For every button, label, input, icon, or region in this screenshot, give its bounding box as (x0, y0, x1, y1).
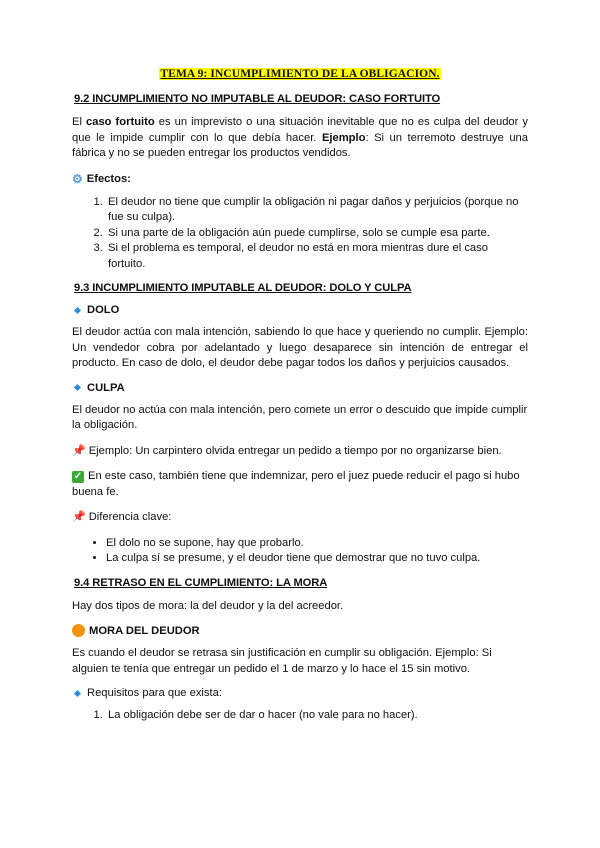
diamond-icon (74, 306, 81, 313)
requisitos-label-row (72, 687, 528, 699)
dolo-label: DOLO (87, 304, 120, 316)
diferencia-paragraph (72, 510, 528, 526)
culpa-paragraph: El deudor no actúa con mala intención, pero comete un error o descuido que impide cumplir la obligación. (72, 403, 528, 431)
efectos-label-row (72, 172, 528, 186)
gear-icon: ⚙ (72, 171, 83, 186)
check-mark-icon: ✓ (73, 471, 83, 482)
dolo-label-row (72, 304, 528, 316)
list-item: • El dolo no se supone, hay que probarlo. (106, 536, 528, 552)
heading-9-3: 9.3 INCUMPLIMIENTO IMPUTABLE AL DEUDOR: DOLO Y CULPA (74, 282, 412, 294)
list-item: 1. El deudor no tiene que cumplir la obligación ni pagar daños y perjuicios (porque no fue su culpa). (106, 195, 528, 226)
cf-text-mid: es un imprevisto o una situación inevitable que no es culpa del deudor y que le impide cumplir con lo que debía hacer. (72, 116, 529, 144)
check-paragraph (72, 469, 528, 500)
heading-9-2: 9.2 INCUMPLIMIENTO NO IMPUTABLE AL DEUDOR: CASO FORTUITO (74, 93, 441, 105)
pushpin-icon: 📌 (72, 511, 86, 523)
cf-bold-example: Ejemplo (321, 131, 366, 144)
efectos-list (72, 195, 528, 273)
dolo-paragraph: El deudor actúa con mala intención, sabiendo lo que hace y queriendo no cumplir. Ejemplo: Un vendedor cobra por adelantado y luego desaparece sin intención de entregar el producto. En caso de dolo, el deudor debe pagar todos los daños y perjuicios causados. (72, 326, 528, 369)
diamond-icon (74, 689, 81, 696)
mora-label-row (72, 624, 528, 637)
list-item: 1. La obligación debe ser de dar o hacer (no vale para no hacer). (106, 708, 528, 724)
pushpin-icon: 📌 (72, 444, 86, 457)
diferencia-label: Diferencia clave: (88, 511, 172, 523)
title-wrap (72, 68, 528, 80)
cf-text-post: : Si un terremoto destruye una fábrica y no se pueden entregar los productos vendidos. (72, 131, 528, 159)
ejemplo-paragraph (72, 444, 528, 460)
document-page (72, 68, 528, 734)
orange-circle-icon (72, 624, 85, 637)
requisitos-label: Requisitos para que exista: (87, 687, 222, 699)
caso-fortuito-paragraph (72, 115, 528, 162)
list-item: 2. Si una parte de la obligación aún puede cumplirse, solo se cumple esa parte. (106, 226, 528, 242)
ejemplo-text: Ejemplo: Un carpintero olvida entregar un pedido a tiempo por no organizarse bien. (88, 444, 502, 457)
heading-9-4: 9.4 RETRASO EN EL CUMPLIMIENTO: LA MORA (74, 576, 328, 589)
mora-paragraph: Es cuando el deudor se retrasa sin justificación en cumplir su obligación. Ejemplo: Si alguien te tenía que entregar un pedido el 1 de marzo y lo hace el 15 sin motivo. (72, 647, 492, 675)
mora-intro: Hay dos tipos de mora: la del deudor y la del acreedor. (72, 599, 344, 612)
list-item: 3. Si el problema es temporal, el deudor no está en mora mientras dure el caso fortuito. (106, 241, 528, 272)
list-item: • La culpa sí se presume, y el deudor tiene que demostrar que no tuvo culpa. (106, 551, 528, 567)
page-title: TEMA 9: INCUMPLIMIENTO DE LA OBLIGACION. (160, 68, 440, 80)
cf-text-pre: El (72, 116, 86, 128)
efectos-label: Efectos: (86, 172, 131, 185)
culpa-label: CULPA (87, 381, 125, 394)
diamond-icon (74, 384, 81, 391)
requisitos-list (72, 708, 528, 724)
diferencias-list (72, 536, 528, 567)
check-text: En este caso, también tiene que indemnizar, pero el juez puede reducir el pago si hubo buena fe. (72, 470, 520, 498)
cf-bold-term: caso fortuito (86, 116, 155, 128)
culpa-label-row (72, 382, 528, 394)
mora-label: MORA DEL DEUDOR (89, 624, 200, 637)
